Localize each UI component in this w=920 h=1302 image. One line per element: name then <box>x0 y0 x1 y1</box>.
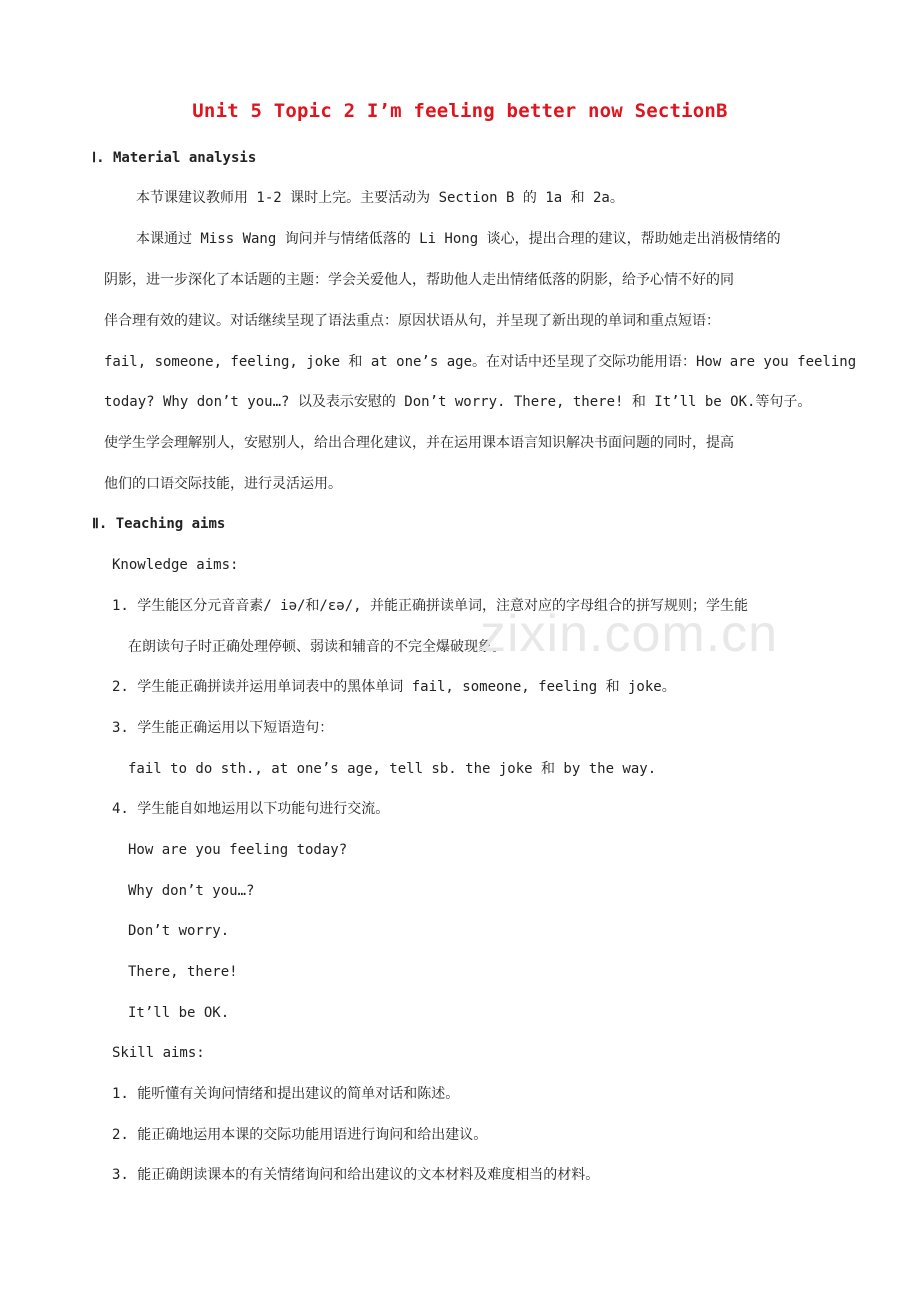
list-item: 1. 能听懂有关询问情绪和提出建议的简单对话和陈述。 <box>112 1086 460 1102</box>
list-item: 3. 能正确朗读课本的有关情绪询问和给出建议的文本材料及难度相当的材料。 <box>112 1167 600 1183</box>
paragraph-line: 他们的口语交际技能，进行灵活运用。 <box>104 476 342 492</box>
section-heading-material-analysis: Ⅰ. Material analysis <box>92 150 257 166</box>
function-sentence: There, there! <box>128 964 238 980</box>
list-item: 2. 学生能正确拼读并运用单词表中的黑体单词 fail, someone, feeling 和 joke。 <box>112 679 676 695</box>
function-sentence: How are you feeling today? <box>128 842 348 858</box>
paragraph-line: 本节课建议教师用 1-2 课时上完。主要活动为 Section B 的 1a 和 2a。 <box>136 190 624 206</box>
list-item: 3. 学生能正确运用以下短语造句： <box>112 720 334 736</box>
list-item-continuation: 在朗读句子时正确处理停顿、弱读和辅音的不完全爆破现象。 <box>128 639 506 655</box>
paragraph-line: 使学生学会理解别人，安慰别人，给出合理化建议，并在运用课本语言知识解决书面问题的同时，提高 <box>104 435 734 451</box>
knowledge-aims-label: Knowledge aims: <box>112 557 239 573</box>
phrase-examples: fail to do sth., at one’s age, tell sb. the joke 和 by the way. <box>128 761 657 777</box>
paragraph-line: 本课通过 Miss Wang 询问并与情绪低落的 Li Hong 谈心，提出合理的建议，帮助她走出消极情绪的 <box>136 231 781 247</box>
skill-aims-label: Skill aims: <box>112 1045 205 1061</box>
list-item: 2. 能正确地运用本课的交际功能用语进行询问和给出建议。 <box>112 1127 488 1143</box>
function-sentence: Don’t worry. <box>128 923 230 939</box>
watermark: zixin.com.cn <box>480 605 779 663</box>
section-heading-teaching-aims: Ⅱ. Teaching aims <box>92 516 226 532</box>
paragraph-line: 伴合理有效的建议。对话继续呈现了语法重点：原因状语从句，并呈现了新出现的单词和重点短语： <box>104 313 720 329</box>
function-sentence: It’ll be OK. <box>128 1005 230 1021</box>
paragraph-line: fail, someone, feeling, joke 和 at one’s age。在对话中还呈现了交际功能用语：How are you feeling <box>104 354 857 370</box>
paragraph-line: 阴影，进一步深化了本话题的主题：学会关爱他人，帮助他人走出情绪低落的阴影，给予心情不好的同 <box>104 272 734 288</box>
list-item: 1. 学生能区分元音音素/ iə/和/ɛə/, 并能正确拼读单词，注意对应的字母组合的拼写规则；学生能 <box>112 598 748 614</box>
paragraph-line: today? Why don’t you…? 以及表示安慰的 Don’t worry. There, there! 和 It’ll be OK.等句子。 <box>104 394 812 410</box>
page-title: Unit 5 Topic 2 I’m feeling better now SectionB <box>192 100 728 122</box>
list-item: 4. 学生能自如地运用以下功能句进行交流。 <box>112 801 390 817</box>
function-sentence: Why don’t you…? <box>128 883 255 899</box>
